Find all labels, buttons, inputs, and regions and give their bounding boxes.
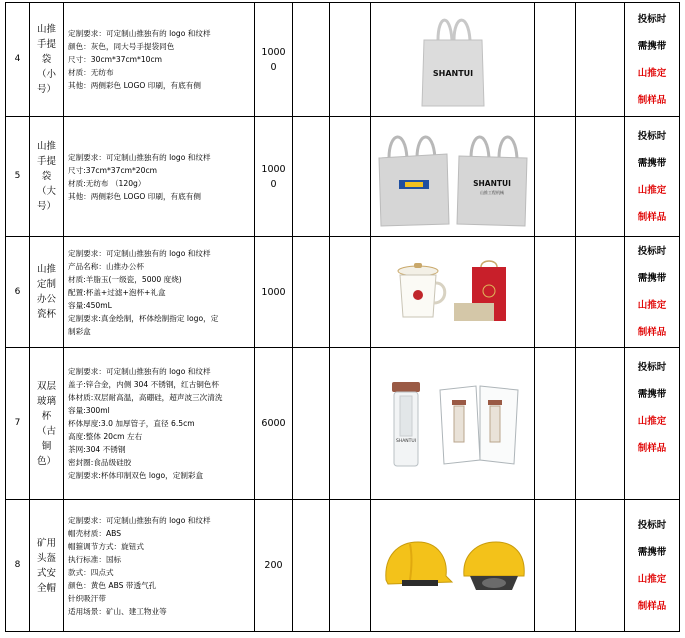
table-row	[6, 117, 680, 237]
empty-cell	[535, 500, 576, 632]
row-index: 4	[6, 3, 30, 117]
item-image	[371, 3, 535, 117]
tote-bag-large-icon	[375, 124, 531, 230]
item-qty: 6000	[255, 348, 293, 500]
empty-cell	[576, 500, 625, 632]
product-table	[5, 2, 680, 632]
item-spec: 定制要求：可定制山推独有的 logo 和纹样 盖子:锌合金，内侧 304 不锈钢，红古铜色杯 体材质:双层耐高温，高硼硅，超声波三次清洗 容量:300ml 杯体厚度:3.0 加厚管子，直径 6.5cm 高度:整体 20cm 左右 茶网:304 不锈钢 密封圈:食品级硅胶 定制要求:杯体印制双色 logo，定制彩盒	[64, 348, 255, 500]
svg-text:山推工程机械: 山推工程机械	[479, 189, 504, 195]
row-index: 6	[6, 237, 30, 348]
empty-cell	[330, 117, 371, 237]
item-spec: 定制要求：可定制山推独有的 logo 和纹样 帽壳材质：ABS 帽箍调节方式：旋钮式 执行标准：国标 款式：四点式 颜色：黄色 ABS 带透气孔 针织吸汗带 适用场景：矿山、建工物业等	[64, 500, 255, 632]
note-cell: 投标时 需携带 山推定 制样品	[625, 500, 680, 632]
svg-text:SHANTUI: SHANTUI	[395, 438, 416, 444]
empty-cell	[535, 348, 576, 500]
empty-cell	[330, 500, 371, 632]
item-spec: 定制要求：可定制山推独有的 logo 和纹样 产品名称：山推办公杯 材质:羊脂玉(一级瓷，5000 度烧) 配置:杯盖+过滤+泡杯+礼盒 容量:450mL 定制要求:真金绘制，杯体绘制指定 logo，定 制彩盒	[64, 237, 255, 348]
table-row	[6, 237, 680, 348]
item-image	[371, 348, 535, 500]
row-index: 5	[6, 117, 30, 237]
empty-cell	[330, 348, 371, 500]
table-row	[6, 500, 680, 632]
item-image	[371, 117, 535, 237]
empty-cell	[576, 117, 625, 237]
item-spec: 定制要求：可定制山推独有的 logo 和纹样 颜色：灰色，同大号手提袋同色 尺寸：30cm*37cm*10cm 材质：无纺布 其他：两侧彩色 LOGO 印刷，有底有侧	[64, 3, 255, 117]
item-qty: 1000 0	[255, 3, 293, 117]
glass-cup-icon	[378, 376, 528, 472]
item-spec: 定制要求：可定制山推独有的 logo 和纹样 尺寸:37cm*37cm*20cm 材质:无纺布 （120g） 其他：两侧彩色 LOGO 印刷，有底有侧	[64, 117, 255, 237]
empty-cell	[535, 117, 576, 237]
item-name: 山推 定制 办公 瓷杯	[30, 237, 64, 348]
item-name: 双层 玻璃 杯 （古 铜 色）	[30, 348, 64, 500]
empty-cell	[330, 3, 371, 117]
porcelain-mug-icon	[386, 259, 520, 325]
note-cell: 投标时 需携带 山推定 制样品	[625, 3, 680, 117]
empty-cell	[330, 237, 371, 348]
empty-cell	[293, 500, 330, 632]
item-name: 矿用 头盔 式安 全帽	[30, 500, 64, 632]
empty-cell	[293, 117, 330, 237]
item-name: 山推 手提 袋 （小 号）	[30, 3, 64, 117]
note-cell: 投标时 需携带 山推定 制样品	[625, 237, 680, 348]
empty-cell	[293, 348, 330, 500]
item-image	[371, 237, 535, 348]
table-row	[6, 348, 680, 500]
note-cell: 投标时 需携带 山推定 制样品	[625, 117, 680, 237]
empty-cell	[576, 348, 625, 500]
empty-cell	[293, 237, 330, 348]
row-index: 8	[6, 500, 30, 632]
item-qty: 200	[255, 500, 293, 632]
item-name: 山推 手提 袋 （大 号）	[30, 117, 64, 237]
tote-bag-small-icon	[418, 10, 488, 110]
item-image	[371, 500, 535, 632]
item-qty: 1000	[255, 237, 293, 348]
row-index: 7	[6, 348, 30, 500]
empty-cell	[535, 237, 576, 348]
safety-helmet-icon	[378, 536, 528, 596]
table-row	[6, 3, 680, 117]
svg-text:SHANTUI: SHANTUI	[472, 178, 511, 188]
item-qty: 1000 0	[255, 117, 293, 237]
svg-text:SHANTUI: SHANTUI	[432, 68, 473, 78]
empty-cell	[576, 3, 625, 117]
empty-cell	[576, 237, 625, 348]
empty-cell	[535, 3, 576, 117]
empty-cell	[293, 3, 330, 117]
note-cell: 投标时 需携带 山推定 制样品	[625, 348, 680, 500]
